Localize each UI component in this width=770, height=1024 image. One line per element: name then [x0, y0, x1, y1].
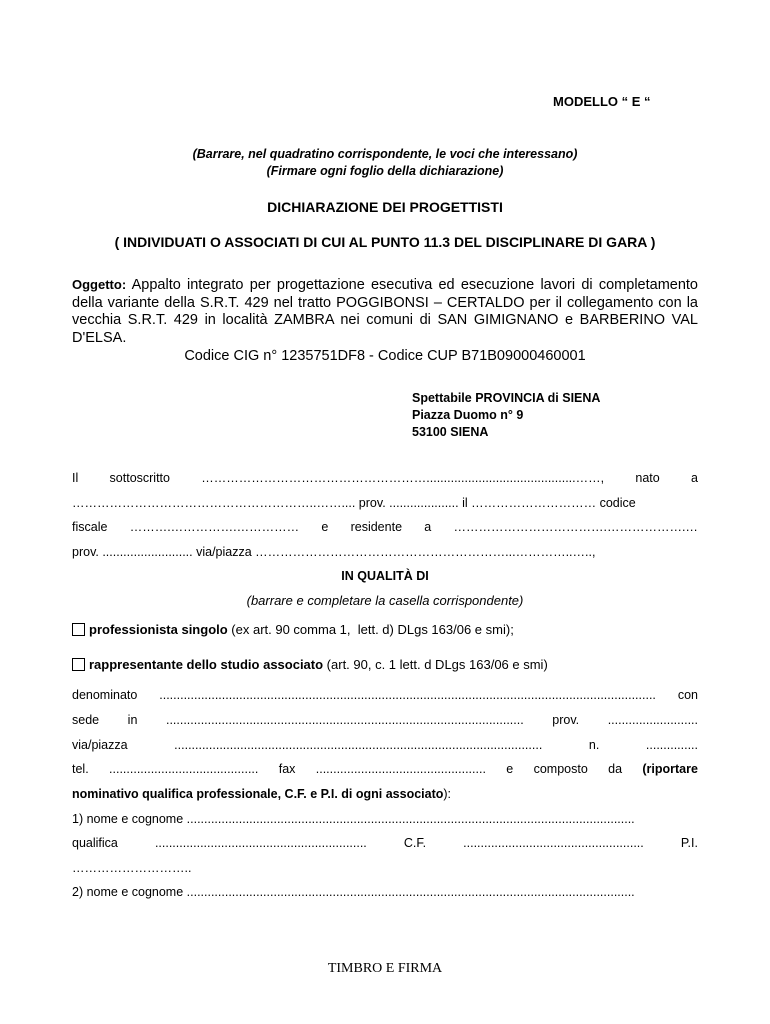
- denominato-field[interactable]: ...............................................................................................................................................: [159, 688, 656, 702]
- subject-label: Oggetto:: [72, 277, 127, 292]
- modello-label: MODELLO “ E “: [553, 94, 651, 109]
- cig-cup-codes: Codice CIG n° 1235751DF8 - Codice CUP B71B09000460001: [184, 348, 586, 364]
- subject-paragraph: [72, 276, 698, 347]
- form-text: a: [691, 471, 698, 485]
- form-text: prov.: [552, 713, 580, 727]
- checkbox-studio-associato[interactable]: [72, 658, 85, 671]
- barrare-instruction: (barrare e completare la casella corrispondente): [246, 593, 524, 608]
- document-subtitle: ( INDIVIDUATI O ASSOCIATI DI CUI AL PUNTO 11.3 DEL DISCIPLINARE DI GARA ): [114, 234, 656, 250]
- member-1-name-field[interactable]: 1) nome e cognome .................................................................................................................................: [72, 812, 635, 826]
- form-text: composto: [533, 762, 588, 776]
- addressee-line-3: 53100 SIENA: [412, 425, 489, 439]
- form-row-denominato: [72, 688, 698, 702]
- checkbox-professionista[interactable]: [72, 623, 85, 636]
- nominativo-bold: nominativo qualifica professionale, C.F. e P.I. di ogni associato: [72, 787, 444, 801]
- form-text: in: [127, 713, 138, 727]
- form-row-qualifica: [72, 836, 698, 850]
- form-text: fiscale: [72, 520, 108, 534]
- option-professionista[interactable]: [72, 622, 514, 637]
- in-qualita-heading: IN QUALITÀ DI: [341, 569, 429, 583]
- form-text: e: [321, 520, 329, 534]
- instruction-barrare: (Barrare, nel quadratino corrispondente, le voci che interessano): [192, 147, 578, 161]
- form-text: tel.: [72, 762, 89, 776]
- instruction-firmare: (Firmare ogni foglio della dichiarazione): [266, 164, 504, 178]
- nominativo-end: ):: [443, 787, 452, 801]
- form-row-sede: [72, 713, 698, 727]
- name-field[interactable]: ………………………………………………...........................................……,: [201, 471, 605, 485]
- form-text: a: [424, 520, 432, 534]
- document-title: DICHIARAZIONE DEI PROGETTISTI: [267, 199, 503, 215]
- form-row-sottoscritto: [72, 471, 698, 485]
- form-text: da: [608, 762, 623, 776]
- pi-field[interactable]: ………………………..: [72, 861, 192, 875]
- addressee-line-1: Spettabile PROVINCIA di SIENA: [412, 391, 601, 405]
- form-text: qualifica: [72, 836, 118, 850]
- fiscal-code-field[interactable]: ……….…………….……………: [129, 520, 300, 534]
- form-text: sottoscritto: [109, 471, 170, 485]
- subject-text: Appalto integrato per progettazione esecutiva ed esecuzione lavori di completamento della variante della S.R.T. 429 nel tratto POGGIBONSI – CERTALDO per il collegamento con la vecchia S.R.T. 429 in località ZAMBRA nei comuni di SAN GIMIGNANO e BARBERINO VAL D'ELSA.: [72, 277, 698, 346]
- option-studio-associato[interactable]: [72, 657, 548, 672]
- option-label: professionista singolo: [89, 622, 228, 637]
- form-row-fiscale: [72, 520, 698, 534]
- prov-field[interactable]: ..........................: [607, 713, 698, 727]
- form-text: denominato: [72, 688, 138, 702]
- form-text: n.: [588, 738, 600, 752]
- option-label: rappresentante dello studio associato: [89, 657, 324, 672]
- form-text: C.F.: [403, 836, 427, 850]
- number-field[interactable]: ...............: [645, 738, 698, 752]
- form-row-via: [72, 738, 698, 752]
- timbro-firma: TIMBRO E FIRMA: [327, 961, 443, 976]
- form-text: via/piazza: [72, 738, 128, 752]
- form-text: sede: [72, 713, 100, 727]
- qualifica-field[interactable]: .............................................................: [154, 836, 367, 850]
- nominativo-instruction: [72, 787, 698, 801]
- tel-field[interactable]: ...........................................: [109, 762, 259, 776]
- form-text: P.I.: [680, 836, 698, 850]
- form-text: (riportare: [642, 762, 698, 776]
- fax-field[interactable]: .................................................: [315, 762, 486, 776]
- addressee-line-2: Piazza Duomo n° 9: [412, 408, 524, 422]
- option-detail: (ex art. 90 comma 1, lett. d) DLgs 163/06 e smi);: [227, 622, 514, 637]
- member-2-name-field[interactable]: 2) nome e cognome .................................................................................................................................: [72, 885, 635, 899]
- form-text: fax: [278, 762, 296, 776]
- form-text: residente: [350, 520, 403, 534]
- form-text: e: [506, 762, 514, 776]
- form-text: nato: [635, 471, 660, 485]
- form-text: con: [677, 688, 698, 702]
- residence-field[interactable]: ……………………………….……………….…: [453, 520, 698, 534]
- cf-field[interactable]: ....................................................: [463, 836, 644, 850]
- form-row-tel: [72, 762, 698, 776]
- option-detail: (art. 90, c. 1 lett. d DLgs 163/06 e smi): [323, 657, 548, 672]
- form-text: Il: [72, 471, 79, 485]
- via-field[interactable]: ..........................................................................................................: [174, 738, 543, 752]
- address-field[interactable]: prov. .......................... via/piazza ……………………………………………………...…………..…..,: [72, 545, 596, 559]
- sede-field[interactable]: .......................................................................................................: [165, 713, 524, 727]
- birth-place-field[interactable]: …………………………………………………..…….... prov. .................... il ………………………… codice: [72, 496, 636, 510]
